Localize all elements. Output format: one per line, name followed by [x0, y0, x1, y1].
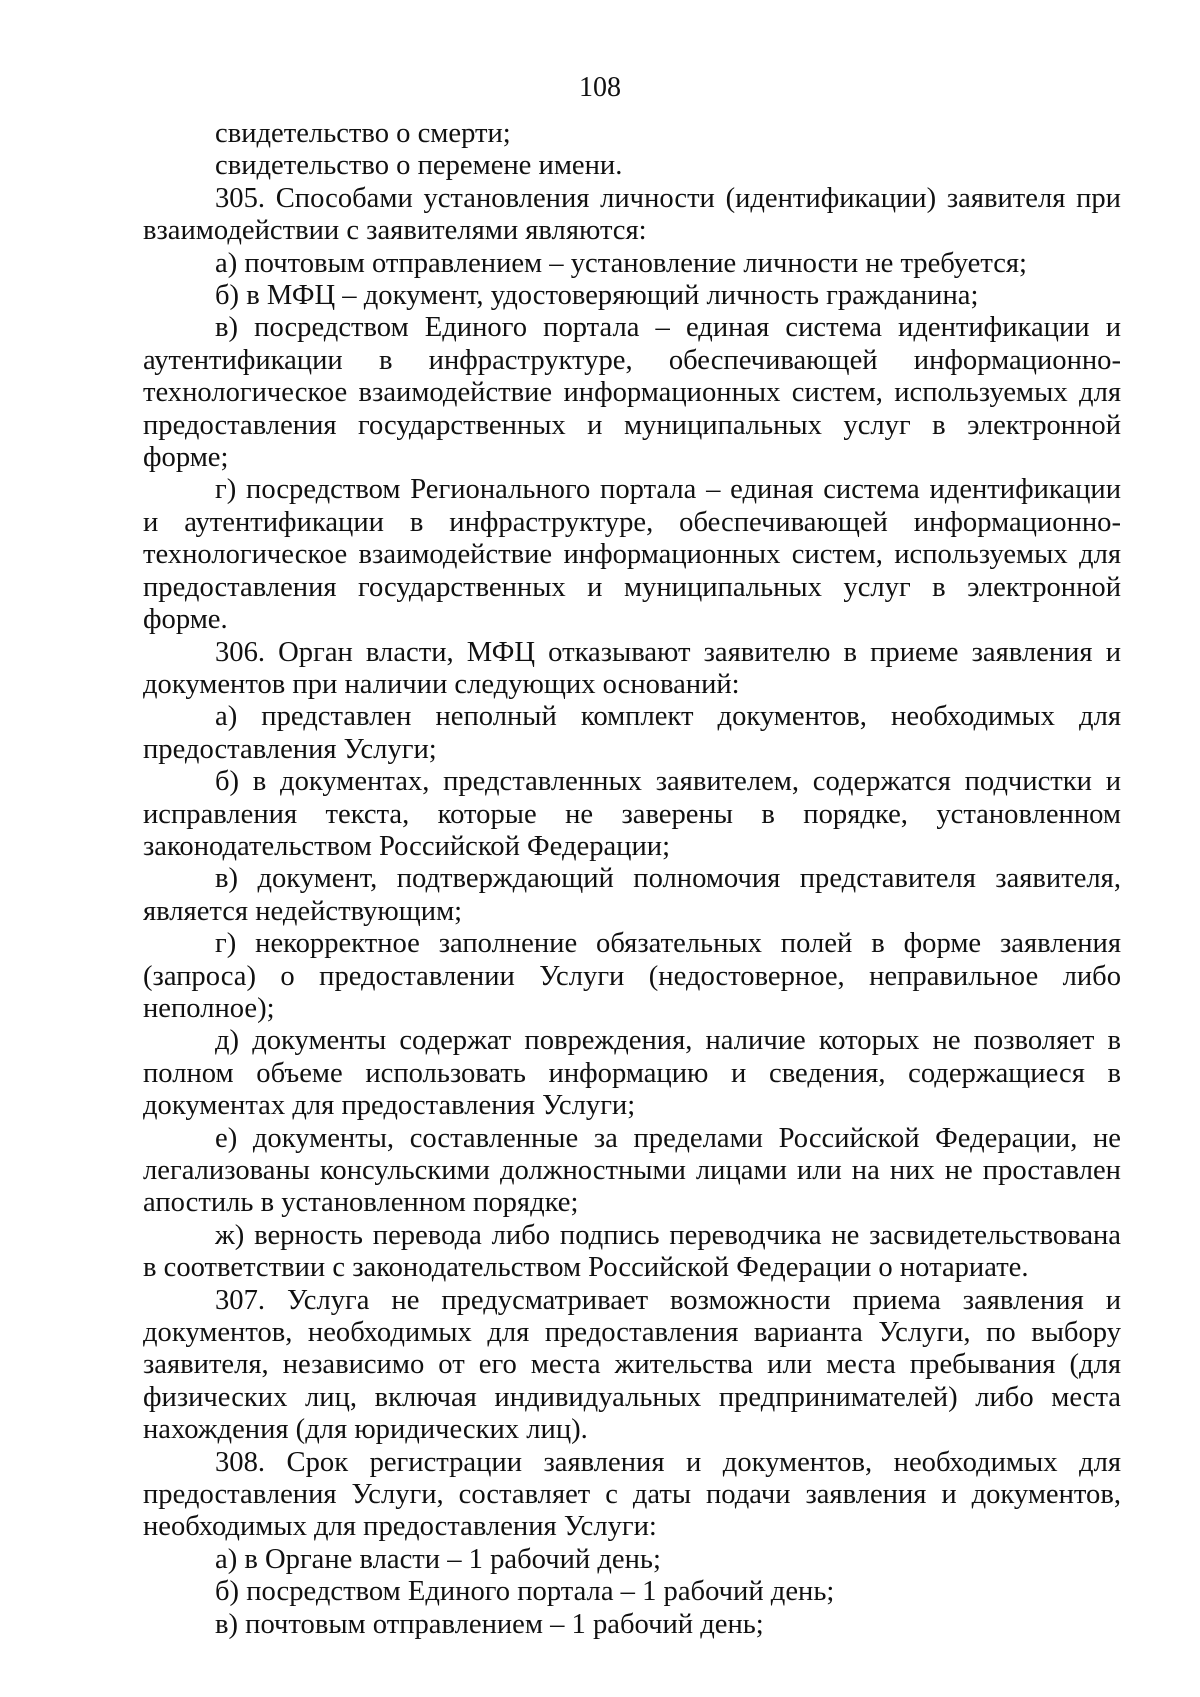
paragraph-15: ж) верность перевода либо подпись переводчика не засвидетельствована в соответствии с законодательством Российской Федерации о нотариате.	[143, 1219, 1121, 1284]
paragraph-2: свидетельство о перемене имени.	[215, 150, 623, 182]
paragraph-9: а) представлен неполный комплект документов, необходимых для предоставления Услуги;	[143, 701, 1121, 765]
paragraph-19: б) посредством Единого портала – 1 рабочий день;	[215, 1576, 835, 1608]
paragraph-12: г) некорректное заполнение обязательных полей в форме заявления (запроса) о предоставлении Услуги (недостоверное, неправильное либо неполное);	[143, 928, 1121, 1024]
paragraph-5: б) в МФЦ – документ, удостоверяющий личность гражданина;	[215, 280, 979, 312]
paragraph-10: б) в документах, представленных заявителем, содержатся подчистки и исправления текста, которые не заверены в порядке, установленном законодательством Российской Федерации;	[143, 766, 1121, 862]
paragraph-13: д) документы содержат повреждения, наличие которых не позволяет в полном объеме использовать информацию и сведения, содержащиеся в документах для предоставления Услуги;	[143, 1025, 1121, 1122]
paragraph-7: г) посредством Регионального портала – единая система идентификации и аутентификации в инфраструктуре, обеспечивающей информационно-технологическое взаимодействие информационных систем, используемых для предоставления государственных и муниципальных услуг в электронной форме.	[143, 474, 1121, 636]
paragraph-18: а) в Органе власти – 1 рабочий день;	[215, 1543, 661, 1575]
paragraph-17: 308. Срок регистрации заявления и документов, необходимых для предоставления Услуги, составляет с даты подачи заявления и документов, необходимых для предоставления Услуги:	[143, 1446, 1121, 1543]
paragraph-20: в) почтовым отправлением – 1 рабочий день;	[215, 1608, 764, 1640]
paragraph-4: а) почтовым отправлением – установление личности не требуется;	[215, 247, 1027, 279]
page-number: 108	[579, 72, 621, 103]
paragraph-8: 306. Орган власти, МФЦ отказывают заявителю в приеме заявления и документов при наличии следующих оснований:	[143, 636, 1121, 700]
body-text	[143, 118, 1121, 1641]
paragraph-3: 305. Способами установления личности (идентификации) заявителя при взаимодействии с заявителями являются:	[143, 182, 1121, 247]
paragraph-16: 307. Услуга не предусматривает возможности приема заявления и документов, необходимых для предоставления варианта Услуги, по выбору заявителя, независимо от его места жительства или места пребывания (для физических лиц, включая индивидуальных предпринимателей) либо места нахождения (для юридических лиц).	[143, 1284, 1121, 1446]
paragraph-11: в) документ, подтверждающий полномочия представителя заявителя, является недействующим;	[143, 863, 1121, 927]
paragraph-14: е) документы, составленные за пределами Российской Федерации, не легализованы консульскими должностными лицами или на них не проставлен апостиль в установленном порядке;	[143, 1122, 1121, 1219]
paragraph-1: свидетельство о смерти;	[215, 118, 511, 149]
paragraph-6: в) посредством Единого портала – единая система идентификации и аутентификации в инфраструктуре, обеспечивающей информационно-технологическое взаимодействие информационных систем, используемых для предоставления государственных и муниципальных услуг в электронной форме;	[143, 312, 1121, 474]
